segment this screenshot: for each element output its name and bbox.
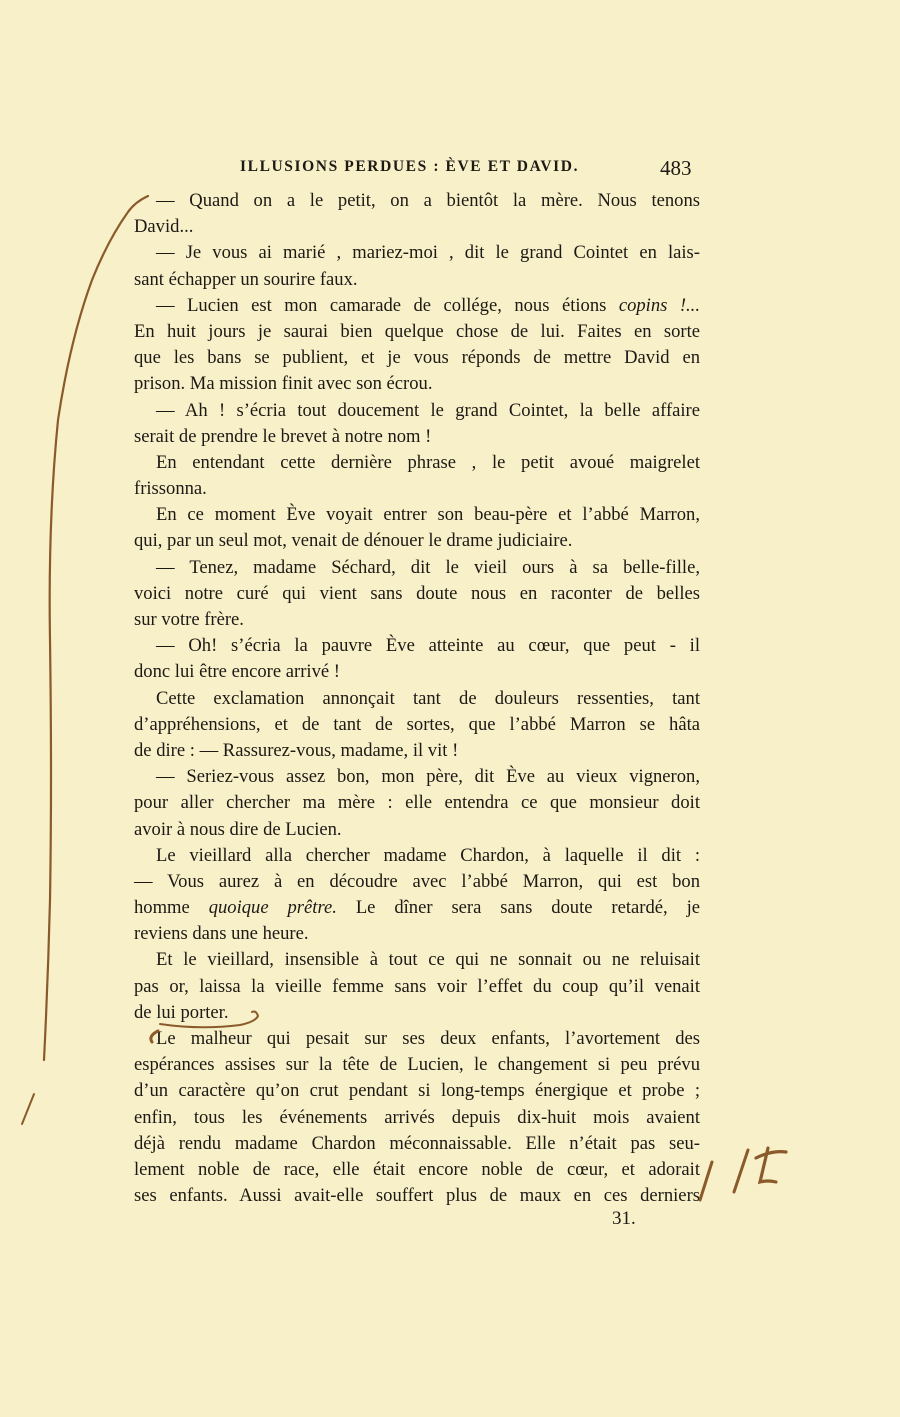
text-line: [134, 895, 700, 921]
text-line: [134, 1026, 700, 1052]
text-line: [134, 1052, 700, 1078]
text-segment: Le dîner sera sans doute retardé, je: [336, 897, 701, 919]
text-line: [134, 686, 700, 712]
text-segment: serait de prendre le brevet à notre nom !: [134, 425, 432, 447]
text-line: [134, 1157, 700, 1183]
margin-slash-mark: [734, 1150, 748, 1192]
text-line: [134, 1078, 700, 1104]
text-segment: sur votre frère.: [134, 609, 244, 630]
text-line: [134, 319, 700, 345]
italic-text: copins !...: [618, 294, 700, 316]
text-segment: — Je vous ai marié , mariez-moi , dit le grand Cointet en lais-: [156, 242, 700, 264]
text-line: [134, 581, 700, 607]
text-segment: homme: [134, 897, 209, 919]
text-line: [134, 371, 700, 397]
text-segment: prison. Ma mission finit avec son écrou.: [134, 373, 433, 395]
text-line: [134, 764, 700, 790]
text-segment: David...: [134, 216, 194, 238]
text-segment: En entendant cette dernière phrase , le petit avoué maigrelet: [156, 451, 700, 473]
text-segment: Cette exclamation annonçait tant de douleurs ressenties, tant: [156, 687, 700, 709]
margin-t-mark: [756, 1148, 786, 1182]
text-segment: déjà rendu madame Chardon méconnaissable. Elle n’était pas seu-: [134, 1132, 700, 1154]
text-line: [134, 450, 700, 476]
text-line: [134, 921, 700, 947]
text-segment: — Vous aurez à en découdre avec l’abbé Marron, qui est bon: [134, 870, 700, 892]
text-line: [134, 790, 700, 816]
text-segment: voici notre curé qui vient sans doute nous en raconter de belles: [134, 582, 700, 604]
page-number: 483: [660, 156, 692, 180]
text-segment: — Lucien est mon camarade de collége, nous étions: [156, 294, 619, 316]
text-segment: — Quand on a le petit, on a bientôt la mère. Nous tenons: [156, 190, 700, 211]
text-line: [134, 1000, 700, 1026]
text-line: [134, 1183, 700, 1209]
text-line: [134, 712, 700, 738]
running-title: ILLUSIONS PERDUES : ÈVE ET DAVID.: [240, 158, 580, 175]
text-line: [134, 555, 700, 581]
text-segment: frissonna.: [134, 478, 207, 500]
text-segment: En huit jours je saurai bien quelque chose de lui. Faites en sorte: [134, 320, 700, 342]
text-line: [134, 607, 700, 633]
text-line: [134, 476, 700, 502]
text-line: [134, 188, 700, 214]
text-segment: En ce moment Ève voyait entrer son beau-père et l’abbé Marron,: [156, 504, 700, 526]
text-segment: ses enfants. Aussi avait-elle souffert plus de maux en ces derniers: [134, 1185, 700, 1207]
text-line: [134, 424, 700, 450]
text-segment: Le vieillard alla chercher madame Chardon, à laquelle il dit :: [156, 844, 700, 866]
text-line: [134, 738, 700, 764]
text-segment: de dire : — Rassurez-vous, madame, il vit !: [134, 739, 459, 761]
text-segment: Le malheur qui pesait sur ses deux enfants, l’avortement des: [156, 1028, 700, 1049]
margin-stroke-mark: [22, 1094, 34, 1124]
text-segment: — Ah ! s’écria tout doucement le grand Cointet, la belle affaire: [156, 399, 700, 421]
text-segment: avoir à nous dire de Lucien.: [134, 818, 342, 840]
text-segment: donc lui être encore arrivé !: [134, 661, 340, 683]
text-segment: qui, par un seul mot, venait de dénouer le drame judiciaire.: [134, 530, 573, 552]
text-segment: de lui porter.: [134, 1001, 229, 1023]
text-line: [134, 214, 700, 240]
text-line: [134, 502, 700, 528]
margin-bracket-line: [44, 196, 148, 1060]
text-segment: — Oh! s’écria la pauvre Ève atteinte au cœur, que peut - il: [156, 635, 700, 657]
text-line: [134, 267, 700, 293]
italic-text: quoique prêtre.: [208, 897, 337, 919]
text-line: [134, 240, 700, 266]
text-line: [134, 398, 700, 424]
signature-mark: 31.: [612, 1208, 636, 1229]
insertion-slash-mark: [700, 1162, 712, 1200]
text-line: [134, 293, 700, 319]
text-line: [134, 1131, 700, 1157]
text-segment: sant échapper un sourire faux.: [134, 268, 358, 290]
page-body-text: [134, 188, 700, 1209]
text-segment: Et le vieillard, insensible à tout ce qui ne sonnait ou ne reluisait: [156, 949, 700, 971]
text-segment: enfin, tous les événements arrivés depuis dix-huit mois avaient: [134, 1106, 700, 1128]
text-segment: pas or, laissa la vieille femme sans voir l’effet du coup qu’il venait: [134, 975, 700, 997]
text-segment: d’un caractère qu’on crut pendant si long-temps énergique et probe ;: [134, 1080, 700, 1102]
text-line: [134, 869, 700, 895]
text-segment: lement noble de race, elle était encore noble de cœur, et adorait: [134, 1158, 700, 1180]
text-line: [134, 345, 700, 371]
text-line: [134, 843, 700, 869]
text-line: [134, 1105, 700, 1131]
text-segment: espérances assises sur la tête de Lucien, le changement si peu prévu: [134, 1054, 700, 1076]
text-line: [134, 974, 700, 1000]
text-line: [134, 633, 700, 659]
text-segment: — Seriez-vous assez bon, mon père, dit Ève au vieux vigneron,: [156, 766, 700, 788]
text-segment: que les bans se publient, et je vous réponds de mettre David en: [134, 347, 700, 369]
text-segment: d’appréhensions, et de tant de sortes, que l’abbé Marron se hâta: [134, 713, 700, 735]
text-line: [134, 947, 700, 973]
text-segment: — Tenez, madame Séchard, dit le vieil ours à sa belle-fille,: [156, 556, 700, 578]
text-line: [134, 817, 700, 843]
text-segment: reviens dans une heure.: [134, 923, 309, 945]
text-line: [134, 659, 700, 685]
text-segment: pour aller chercher ma mère : elle entendra ce que monsieur doit: [134, 792, 700, 814]
text-line: [134, 528, 700, 554]
